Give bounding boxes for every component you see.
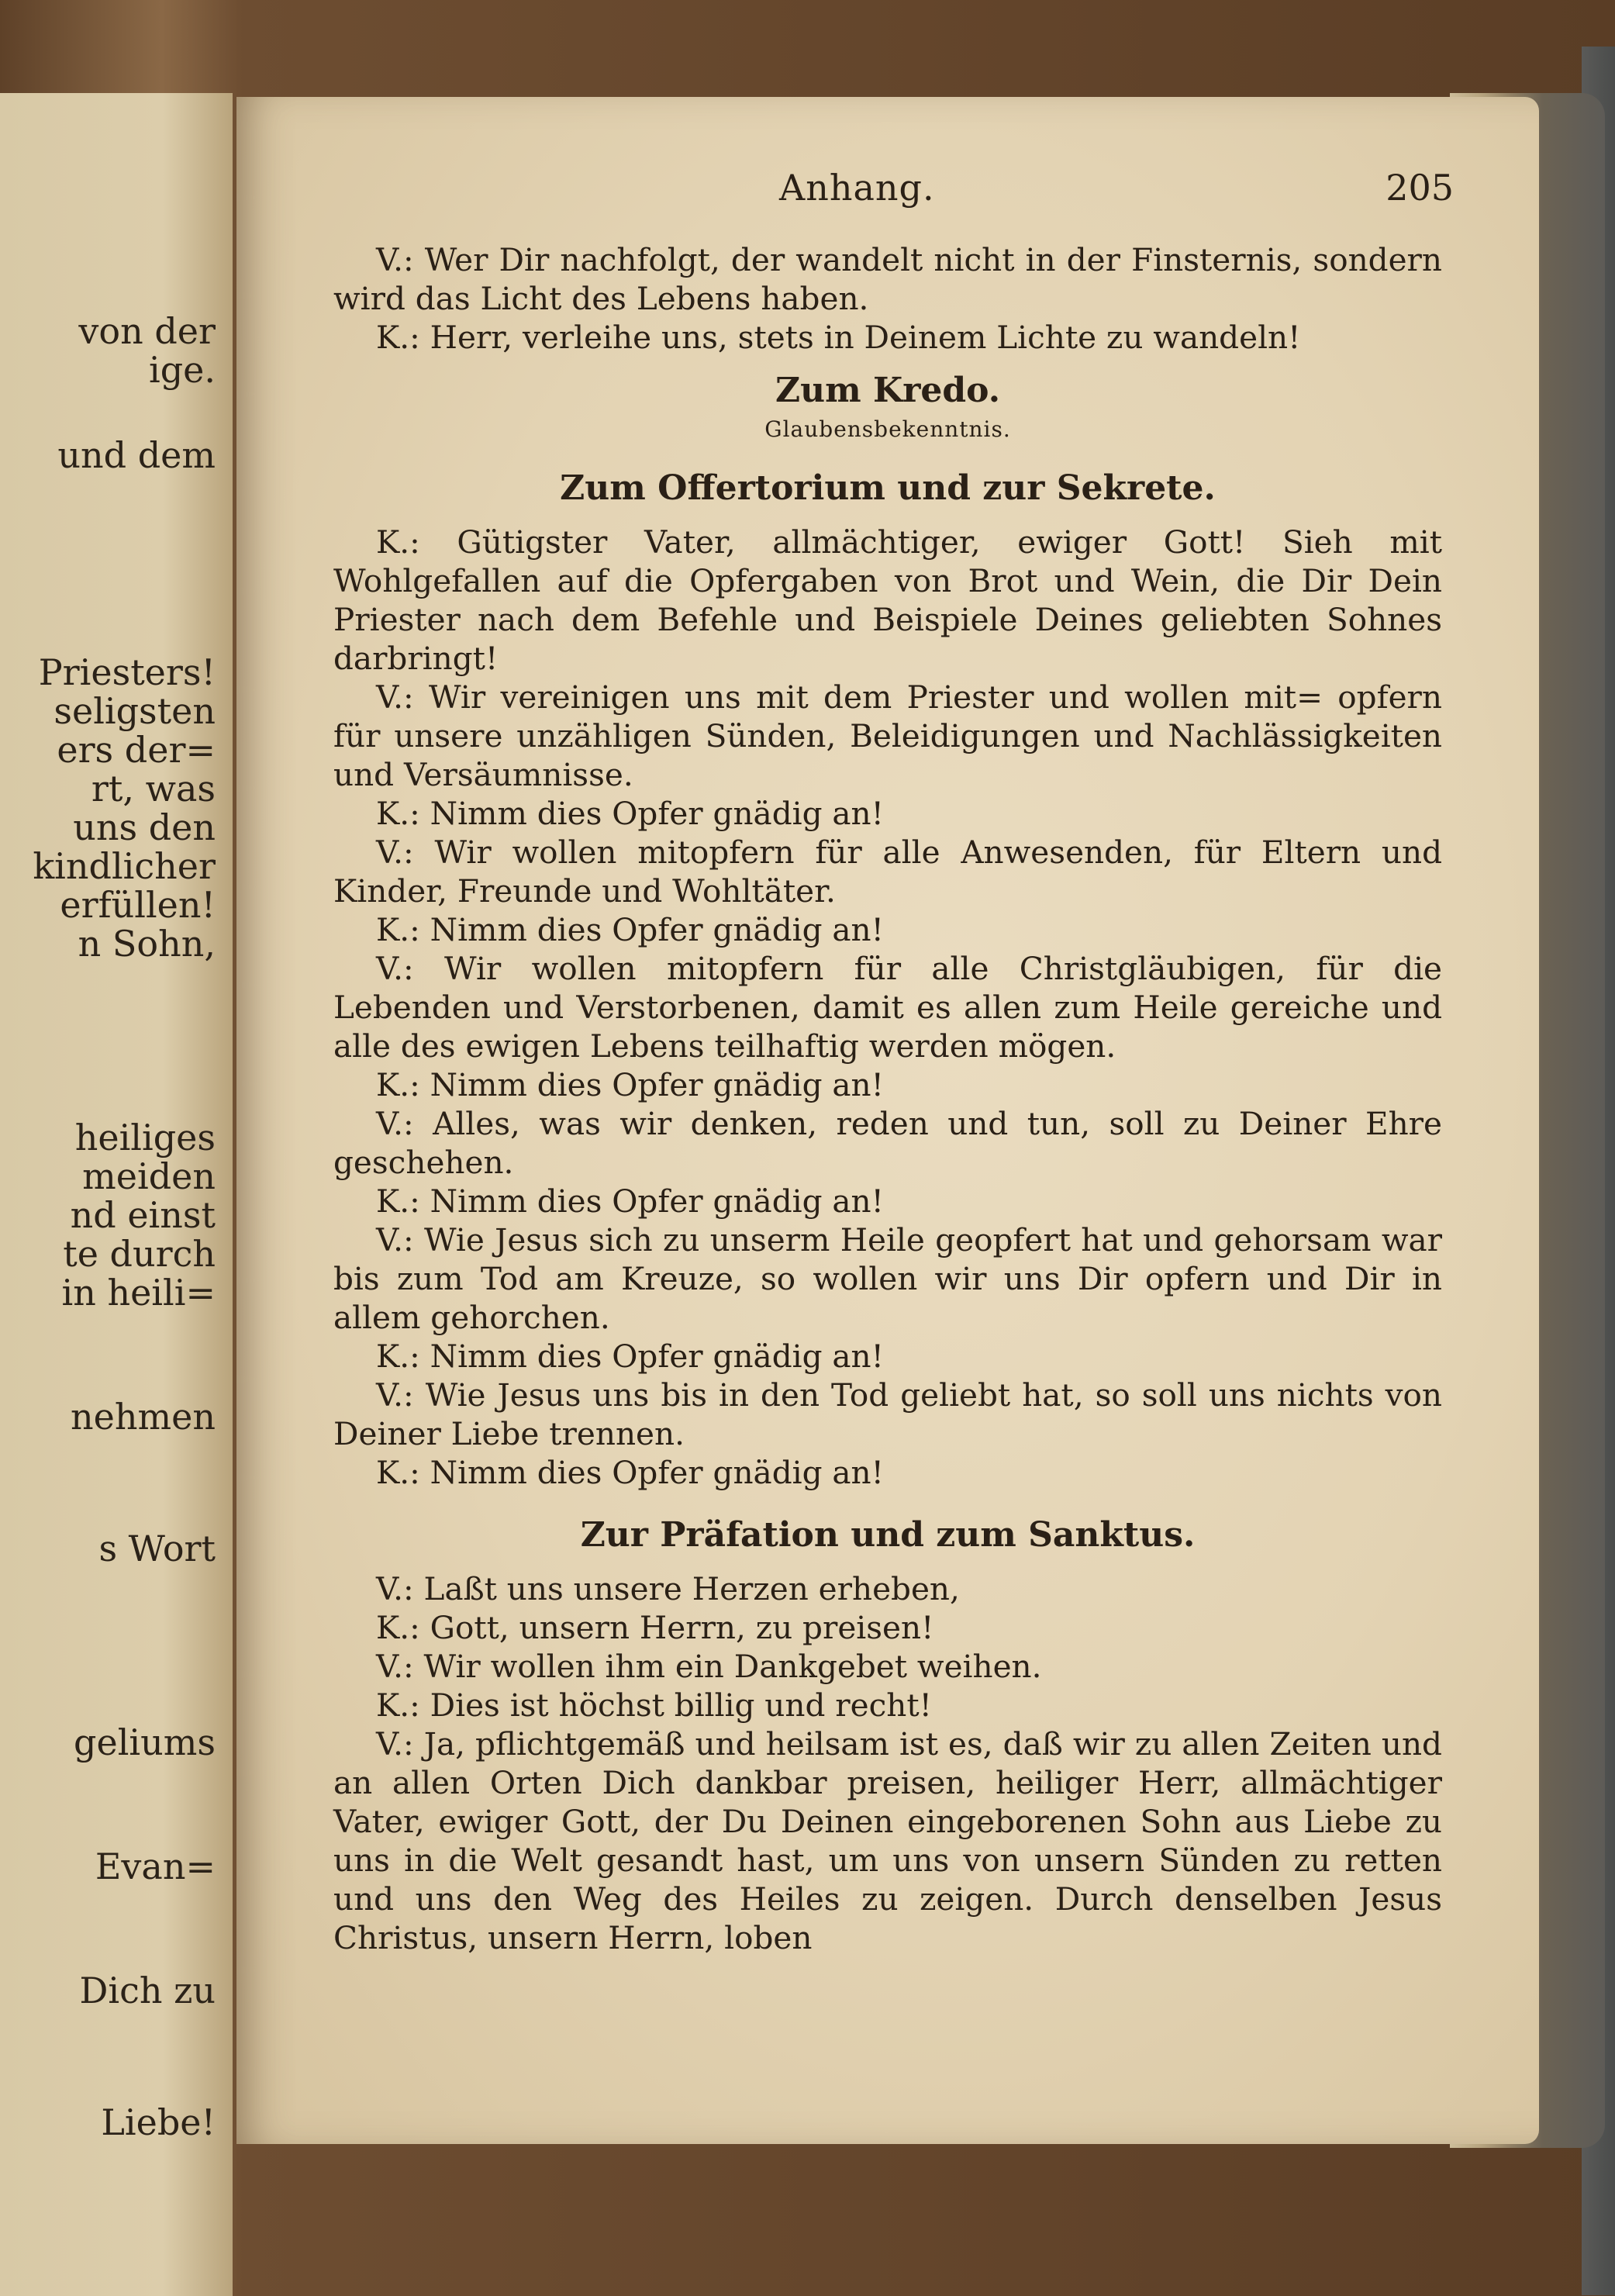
section-heading-praefation: Zur Präfation und zum Sanktus. — [580, 1515, 1196, 1555]
left-line: meiden — [82, 1155, 216, 1197]
verse-line: V.: Wir wollen ihm ein Dankgebet weihen. — [376, 1648, 1042, 1685]
section-heading-kredo: Zum Kredo. — [775, 371, 1001, 410]
verse-line: K.: Herr, verleihe uns, stets in Deinem Lichte zu wandeln! — [376, 319, 1301, 356]
left-line: te durch — [63, 1233, 216, 1275]
verse-line: V.: Wir wollen mitopfern für alle Christgläubigen, für die Lebenden und Verstorbenen, damit es allen zum Heile gereiche und alle des ewigen Lebens teilhaftig werden mögen. — [333, 950, 1442, 1065]
verse-line: K.: Gütigster Vater, allmächtiger, ewiger Gott! Sieh mit Wohlgefallen auf die Opfergaben von Brot und Wein, die Dir Dein Priester nach dem Befehle und Beispiele Deines geliebten Sohnes darbringt! — [333, 523, 1442, 677]
verse-line: V.: Alles, was wir denken, reden und tun, soll zu Deiner Ehre geschehen. — [333, 1105, 1442, 1181]
left-line: kindlicher — [33, 845, 216, 887]
verse-line: K.: Nimm dies Opfer gnädig an! — [376, 1338, 884, 1375]
left-line: Priesters! — [38, 651, 216, 693]
left-line: Evan= — [95, 1845, 216, 1887]
left-line: nehmen — [71, 1396, 216, 1438]
verse-line: K.: Nimm dies Opfer gnädig an! — [376, 911, 884, 948]
verse-line: K.: Nimm dies Opfer gnädig an! — [376, 1066, 884, 1103]
verse-line: K.: Gott, unsern Herrn, zu preisen! — [376, 1609, 934, 1646]
section-heading-offertorium: Zum Offertorium und zur Sekrete. — [560, 468, 1216, 508]
verse-line: V.: Wer Dir nachfolgt, der wandelt nicht in der Finsternis, sondern wird das Licht des Lebens haben. — [333, 241, 1442, 317]
verse-line: V.: Wie Jesus sich zu unserm Heile geopfert hat und gehorsam war bis zum Tod am Kreuze, so wollen wir uns Dir opfern und Dir in allem gehorchen. — [333, 1221, 1442, 1336]
left-line: Dich zu — [79, 1970, 216, 2011]
verse-line: K.: Nimm dies Opfer gnädig an! — [376, 1454, 884, 1491]
main-page — [236, 97, 1539, 2144]
verse-line: V.: Wie Jesus uns bis in den Tod geliebt hat, so soll uns nichts von Deiner Liebe trennen. — [333, 1376, 1442, 1452]
left-line: erfüllen! — [60, 884, 216, 926]
page-header — [236, 167, 1539, 221]
text-block — [333, 240, 1442, 1957]
left-page-fragment — [0, 93, 233, 2296]
left-line: nd einst — [70, 1194, 216, 1236]
verse-line: K.: Nimm dies Opfer gnädig an! — [376, 1183, 884, 1220]
left-line: und dem — [57, 434, 216, 476]
left-line: geliums — [74, 1721, 216, 1763]
left-line: seligsten — [53, 690, 216, 732]
left-line: heiliges — [74, 1117, 216, 1158]
verse-line: V.: Wir vereinigen uns mit dem Priester und wollen mit= opfern für unsere unzähligen Sünden, Beleidigungen und Nachlässigkeiten und Versäumnisse. — [333, 678, 1442, 793]
left-line: ers der= — [57, 729, 216, 771]
left-line: n Sohn, — [78, 923, 216, 965]
section-subheading: Glaubensbekenntnis. — [764, 416, 1011, 442]
verse-line: V.: Ja, pflichtgemäß und heilsam ist es, daß wir zu allen Zeiten und an allen Orten Dich dankbar preisen, heiliger Herr, allmächtiger Vater, ewiger Gott, der Du Deinen eingeborenen Sohn aus Liebe zu uns in die Welt gesandt hast, um uns von unsern Sünden zu retten und uns den Weg des Heiles zu zeigen. Durch denselben Jesus Christus, unsern Herrn, loben — [333, 1725, 1442, 1956]
verse-line: K.: Nimm dies Opfer gnädig an! — [376, 795, 884, 832]
left-line: ige. — [148, 349, 216, 391]
verse-line: K.: Dies ist höchst billig und recht! — [376, 1687, 932, 1724]
left-line: rt, was — [91, 768, 216, 810]
verse-line: V.: Laßt uns unsere Herzen erheben, — [376, 1570, 960, 1607]
verse-line: V.: Wir wollen mitopfern für alle Anwesenden, für Eltern und Kinder, Freunde und Wohltäter. — [333, 834, 1442, 910]
left-line: von der — [78, 310, 216, 352]
left-line: in heili= — [61, 1272, 216, 1314]
left-line: Liebe! — [101, 2101, 216, 2143]
page-number: 205 — [1386, 167, 1454, 209]
left-line: s Wort — [98, 1528, 216, 1569]
left-line: uns den — [73, 806, 216, 848]
running-head: Anhang. — [779, 167, 935, 209]
